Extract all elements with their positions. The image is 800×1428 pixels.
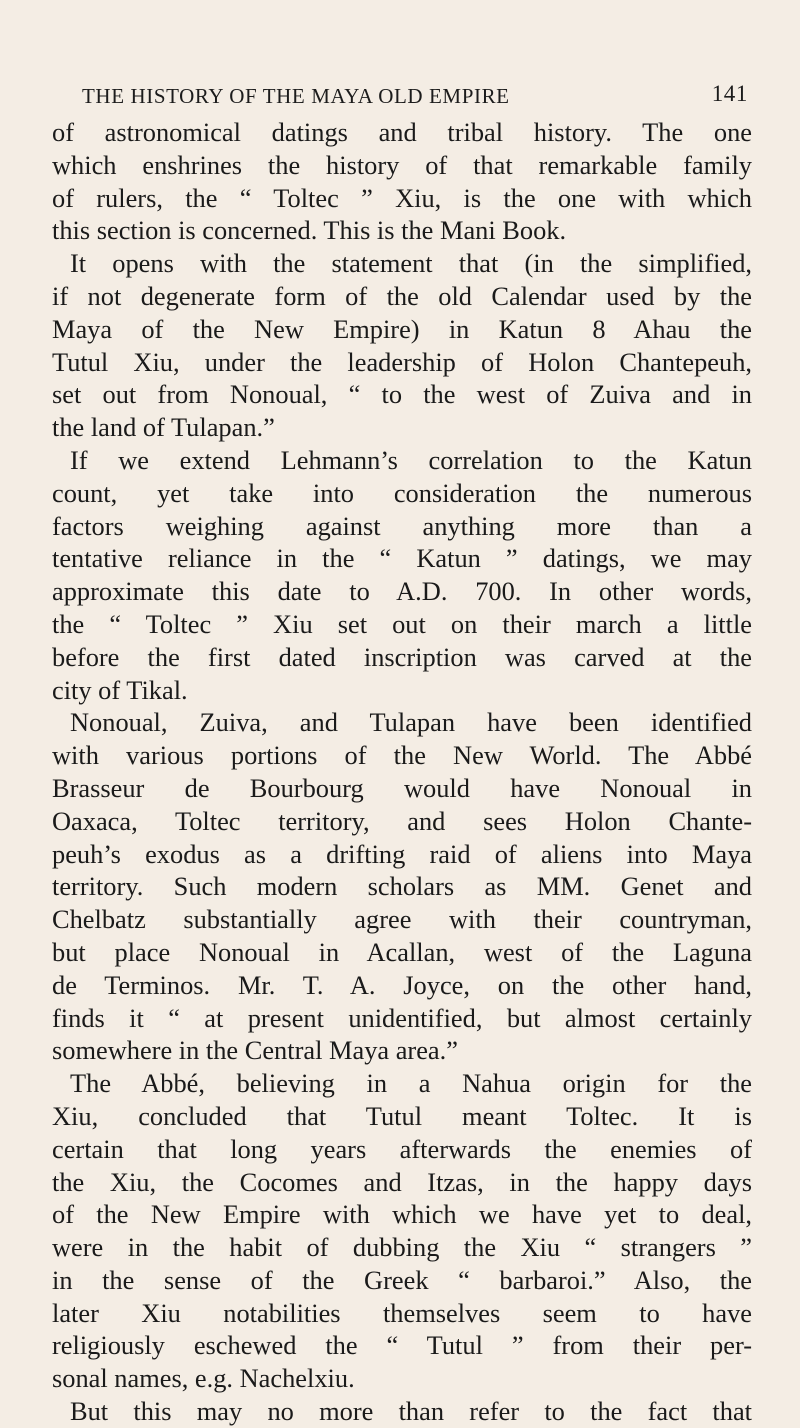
text-line: of rulers, the “ Toltec ” Xiu, is the one with which	[52, 182, 752, 213]
text-line: which enshrines the history of that remarkable family	[52, 149, 752, 180]
text-line: Xiu, concluded that Tutul meant Toltec. It is	[52, 1100, 752, 1131]
text-line: Brasseur de Bourbourg would have Nonoual in	[52, 772, 752, 803]
text-line: before the first dated inscription was carved at the	[52, 641, 752, 672]
text-line: sonal names, e.g. Nachelxiu.	[52, 1363, 355, 1394]
text-line: tentative reliance in the “ Katun ” datings, we may	[52, 543, 752, 574]
text-line: somewhere in the Central Maya area.”	[52, 1035, 458, 1066]
text-line: the land of Tulapan.”	[52, 412, 275, 443]
text-line: Oaxaca, Toltec territory, and sees Holon Chante-	[52, 805, 752, 836]
text-line: territory. Such modern scholars as MM. Genet and	[52, 871, 752, 902]
text-line: city of Tikal.	[52, 674, 188, 705]
text-line: but place Nonoual in Acallan, west of the Laguna	[52, 936, 752, 967]
text-line: finds it “ at present unidentified, but almost certainly	[52, 1002, 752, 1033]
text-line: in the sense of the Greek “ barbaroi.” Also, the	[52, 1264, 752, 1295]
text-line: this section is concerned. This is the Mani Book.	[52, 215, 567, 246]
text-line: It opens with the statement that (in the simplified,	[70, 248, 752, 279]
text-line: of astronomical datings and tribal history. The one	[52, 117, 752, 147]
text-line: de Terminos. Mr. T. A. Joyce, on the other hand,	[52, 969, 752, 1000]
text-line: Nonoual, Zuiva, and Tulapan have been identified	[70, 707, 752, 738]
text-line: of the New Empire with which we have yet to deal,	[52, 1199, 752, 1230]
page-number: 141	[711, 81, 748, 106]
text-line: Chelbatz substantially agree with their countryman,	[52, 904, 752, 935]
text-line: with various portions of the New World. The Abbé	[52, 740, 752, 771]
text-line: the Xiu, the Cocomes and Itzas, in the happy days	[52, 1166, 752, 1197]
running-title: THE HISTORY OF THE MAYA OLD EMPIRE	[82, 84, 510, 108]
text-line: were in the habit of dubbing the Xiu “ strangers ”	[52, 1232, 752, 1263]
text-line: factors weighing against anything more than a	[52, 510, 752, 541]
running-head	[52, 81, 752, 114]
book-page	[52, 81, 752, 1428]
text-line: If we extend Lehmann’s correlation to the Katun	[70, 444, 752, 475]
text-line: But this may no more than refer to the fact that	[70, 1396, 752, 1427]
text-line: The Abbé, believing in a Nahua origin for the	[70, 1068, 752, 1099]
text-line: if not degenerate form of the old Calendar used by the	[52, 280, 752, 311]
text-line: peuh’s exodus as a drifting raid of aliens into Maya	[52, 838, 752, 869]
text-line: set out from Nonoual, “ to the west of Zuiva and in	[52, 379, 752, 410]
text-line: Tutul Xiu, under the leadership of Holon Chantepeuh,	[52, 346, 752, 377]
text-line: later Xiu notabilities themselves seem to have	[52, 1297, 752, 1328]
text-line: approximate this date to A.D. 700. In other words,	[52, 576, 752, 607]
text-line: count, yet take into consideration the numerous	[52, 477, 752, 508]
body-text	[52, 116, 752, 1428]
text-line: Maya of the New Empire) in Katun 8 Ahau the	[52, 313, 752, 344]
text-line: the “ Toltec ” Xiu set out on their march a little	[52, 608, 752, 639]
text-line: certain that long years afterwards the enemies of	[52, 1133, 752, 1164]
text-line: religiously eschewed the “ Tutul ” from their per-	[52, 1330, 752, 1361]
